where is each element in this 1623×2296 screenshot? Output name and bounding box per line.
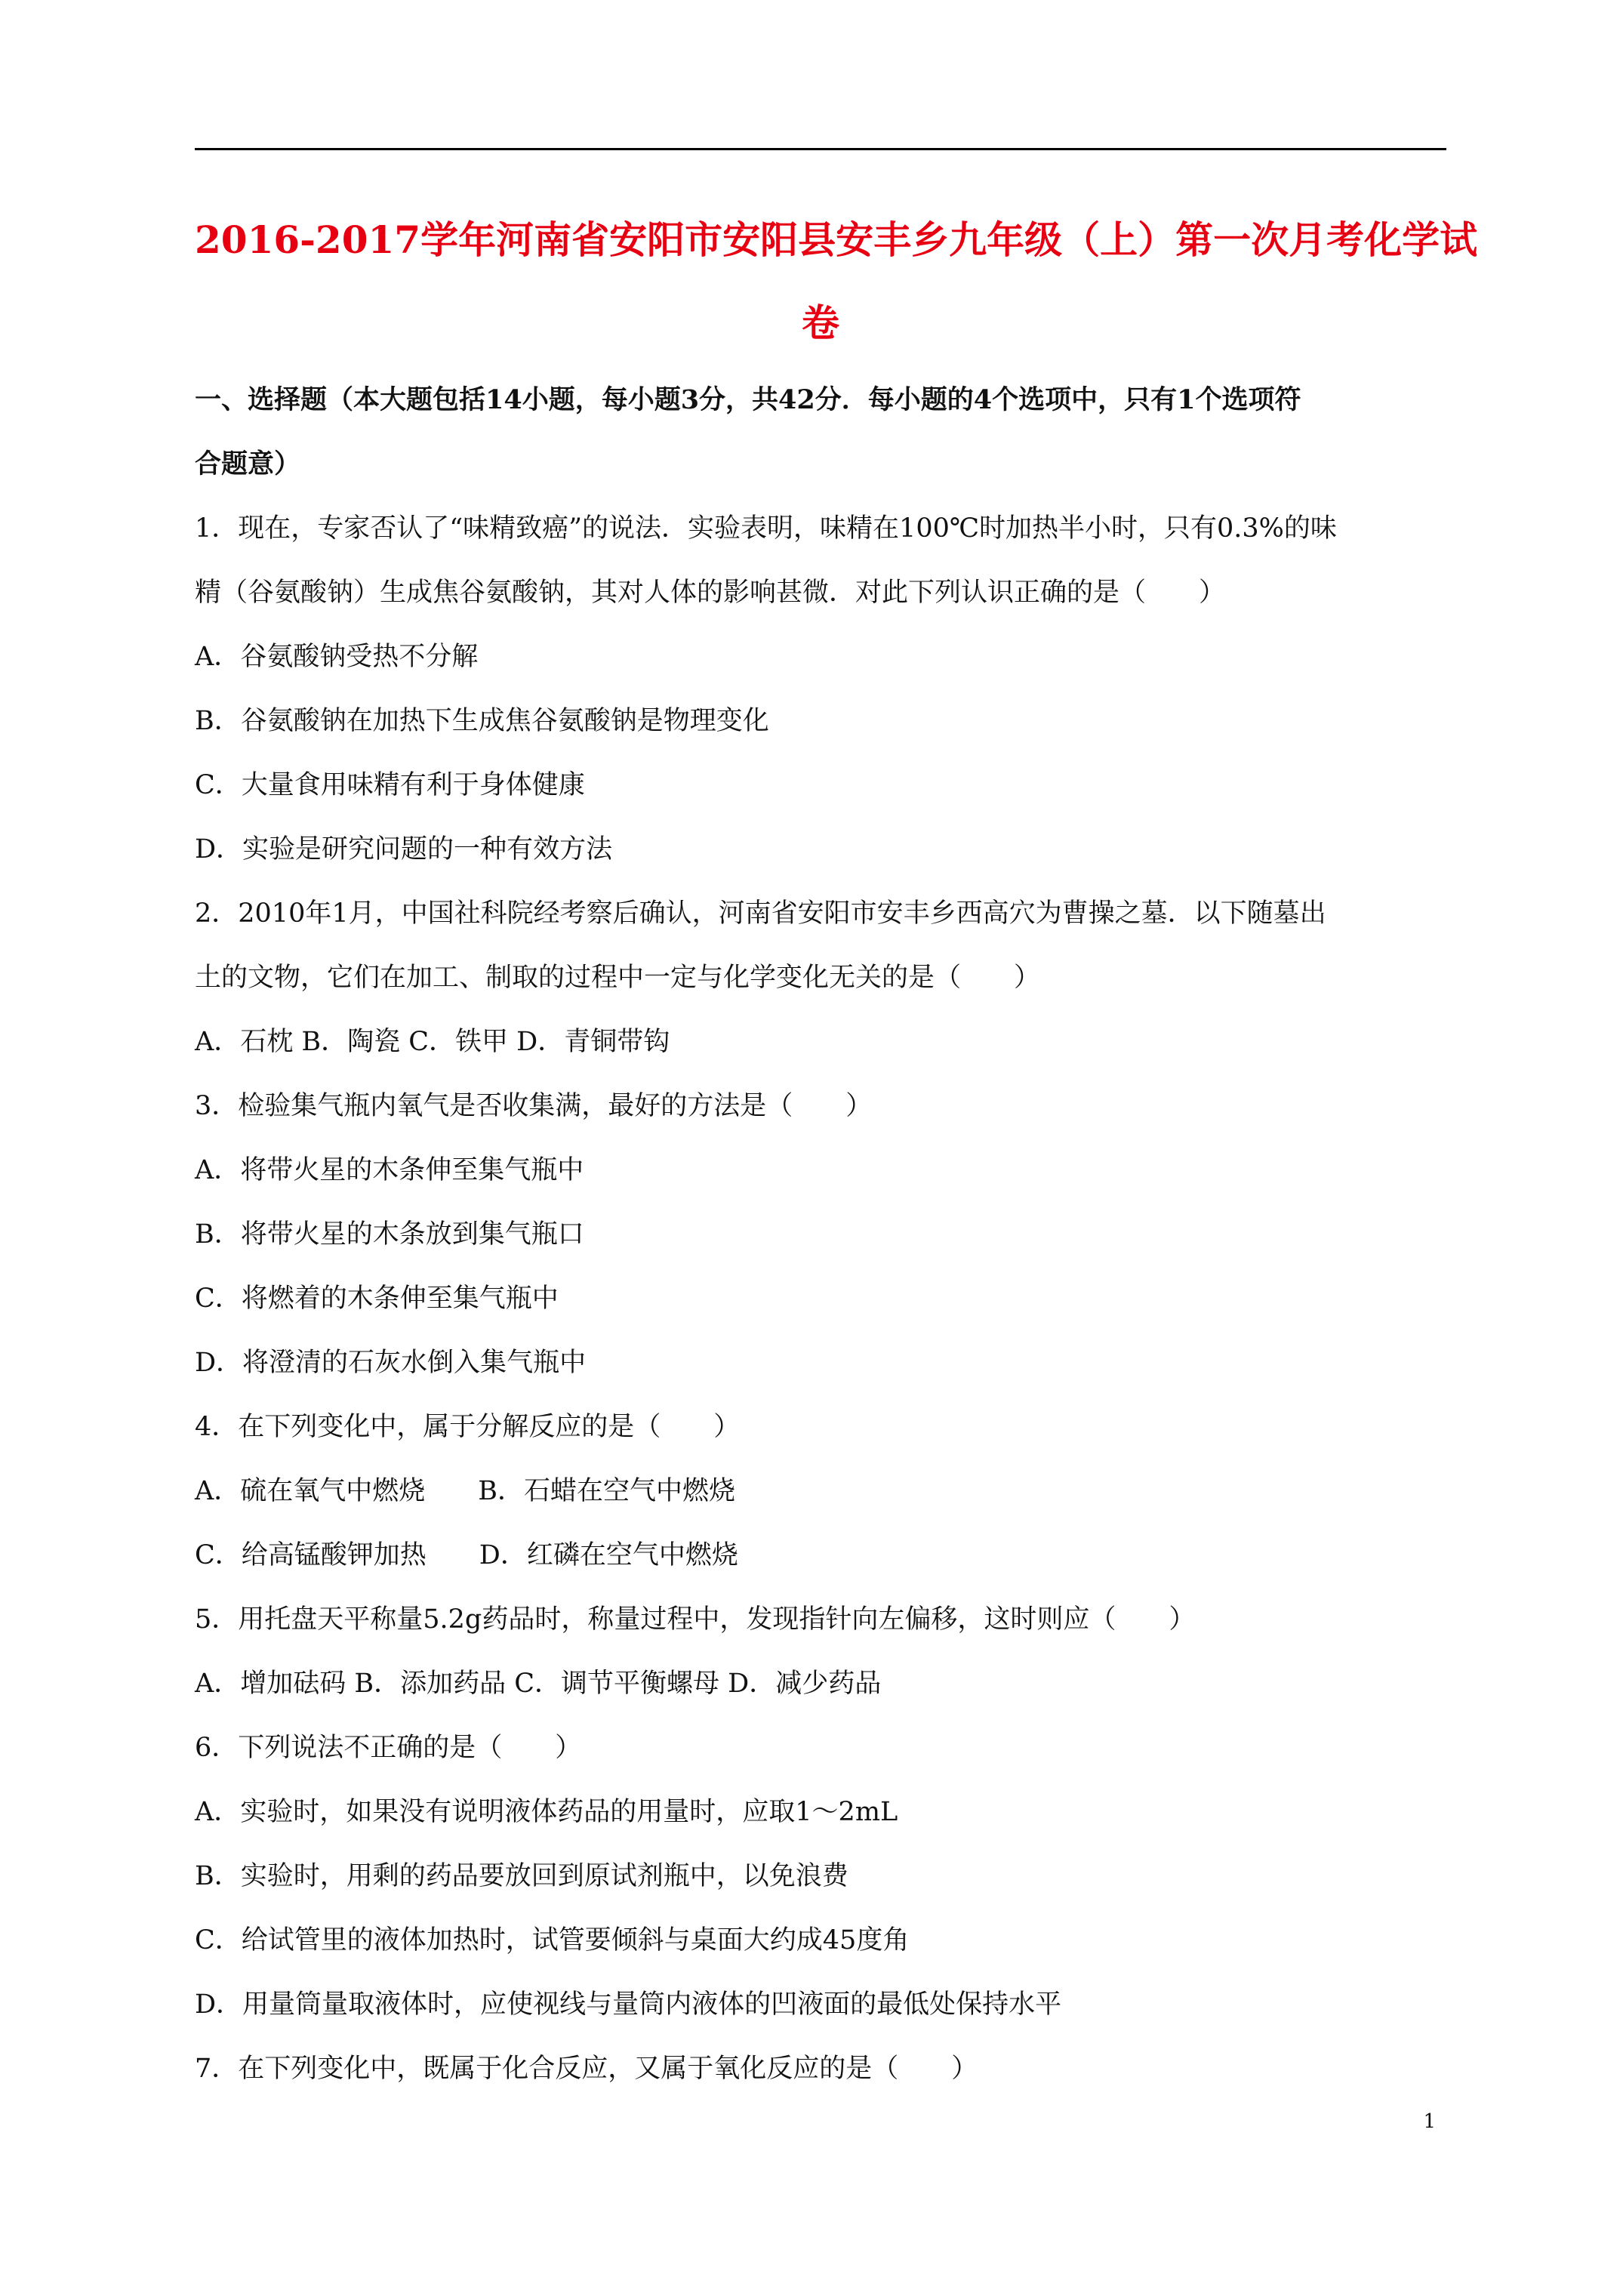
exam-title-line-2: 卷	[802, 300, 839, 345]
question-6-option-d: D．用量筒量取液体时，应使视线与量筒内液体的凹液面的最低处保持水平	[195, 1989, 1062, 2020]
question-3-stem: 3．检验集气瓶内氧气是否收集满，最好的方法是（ ）	[195, 1091, 873, 1121]
question-1-option-a: A．谷氨酸钠受热不分解	[195, 642, 479, 672]
question-6-stem: 6．下列说法不正确的是（ ）	[195, 1733, 582, 1763]
question-6-option-a: A．实验时，如果没有说明液体药品的用量时，应取1～2mL	[195, 1797, 898, 1827]
question-5-stem: 5．用托盘天平称量5.2g药品时，称量过程中，发现指针向左偏移，这时则应（ ）	[195, 1604, 1196, 1635]
question-5-options: A．增加砝码 B．添加药品 C．调节平衡螺母 D．减少药品	[195, 1669, 882, 1699]
question-3-option-d: D．将澄清的石灰水倒入集气瓶中	[195, 1348, 587, 1378]
section-heading-line-2: 合题意）	[195, 448, 301, 479]
question-3-option-b: B．将带火星的木条放到集气瓶口	[195, 1219, 584, 1250]
header-rule	[195, 148, 1446, 150]
question-3-option-c: C．将燃着的木条伸至集气瓶中	[195, 1284, 559, 1314]
question-1-option-d: D．实验是研究问题的一种有效方法	[195, 834, 613, 864]
section-heading-line-1: 一、选择题（本大题包括14小题，每小题3分，共42分．每小题的4个选项中，只有1个选项符	[195, 384, 1301, 415]
exam-title-line-1: 2016-2017学年河南省安阳市安阳县安丰乡九年级（上）第一次月考化学试	[195, 217, 1478, 262]
question-7-stem: 7．在下列变化中，既属于化合反应，又属于氧化反应的是（ ）	[195, 2054, 978, 2084]
question-1-line-2: 精（谷氨酸钠）生成焦谷氨酸钠，其对人体的影响甚微．对此下列认识正确的是（ ）	[195, 578, 1226, 608]
question-4-options-ab: A．硫在氧气中燃烧 B．石蜡在空气中燃烧	[195, 1476, 735, 1506]
question-6-option-c: C．给试管里的液体加热时，试管要倾斜与桌面大约成45度角	[195, 1925, 910, 1955]
question-1-line-1: 1．现在，专家否认了“味精致癌”的说法．实验表明，味精在100℃时加热半小时，只有0.3%的味	[195, 513, 1337, 544]
question-1-option-b: B．谷氨酸钠在加热下生成焦谷氨酸钠是物理变化	[195, 706, 769, 736]
page-number: 1	[1423, 2110, 1436, 2133]
question-6-option-b: B．实验时，用剩的药品要放回到原试剂瓶中，以免浪费	[195, 1861, 848, 1891]
question-4-options-cd: C．给高锰酸钾加热 D．红磷在空气中燃烧	[195, 1540, 738, 1570]
question-4-stem: 4．在下列变化中，属于分解反应的是（ ）	[195, 1412, 741, 1442]
question-1-option-c: C．大量食用味精有利于身体健康	[195, 770, 585, 800]
question-2-line-2: 土的文物，它们在加工、制取的过程中一定与化学变化无关的是（ ）	[195, 963, 1041, 993]
question-2-options: A．石枕 B．陶瓷 C．铁甲 D．青铜带钩	[195, 1027, 670, 1057]
question-3-option-a: A．将带火星的木条伸至集气瓶中	[195, 1155, 584, 1185]
question-2-line-1: 2．2010年1月，中国社科院经考察后确认，河南省安阳市安丰乡西高穴为曹操之墓．以下随墓出	[195, 898, 1326, 929]
